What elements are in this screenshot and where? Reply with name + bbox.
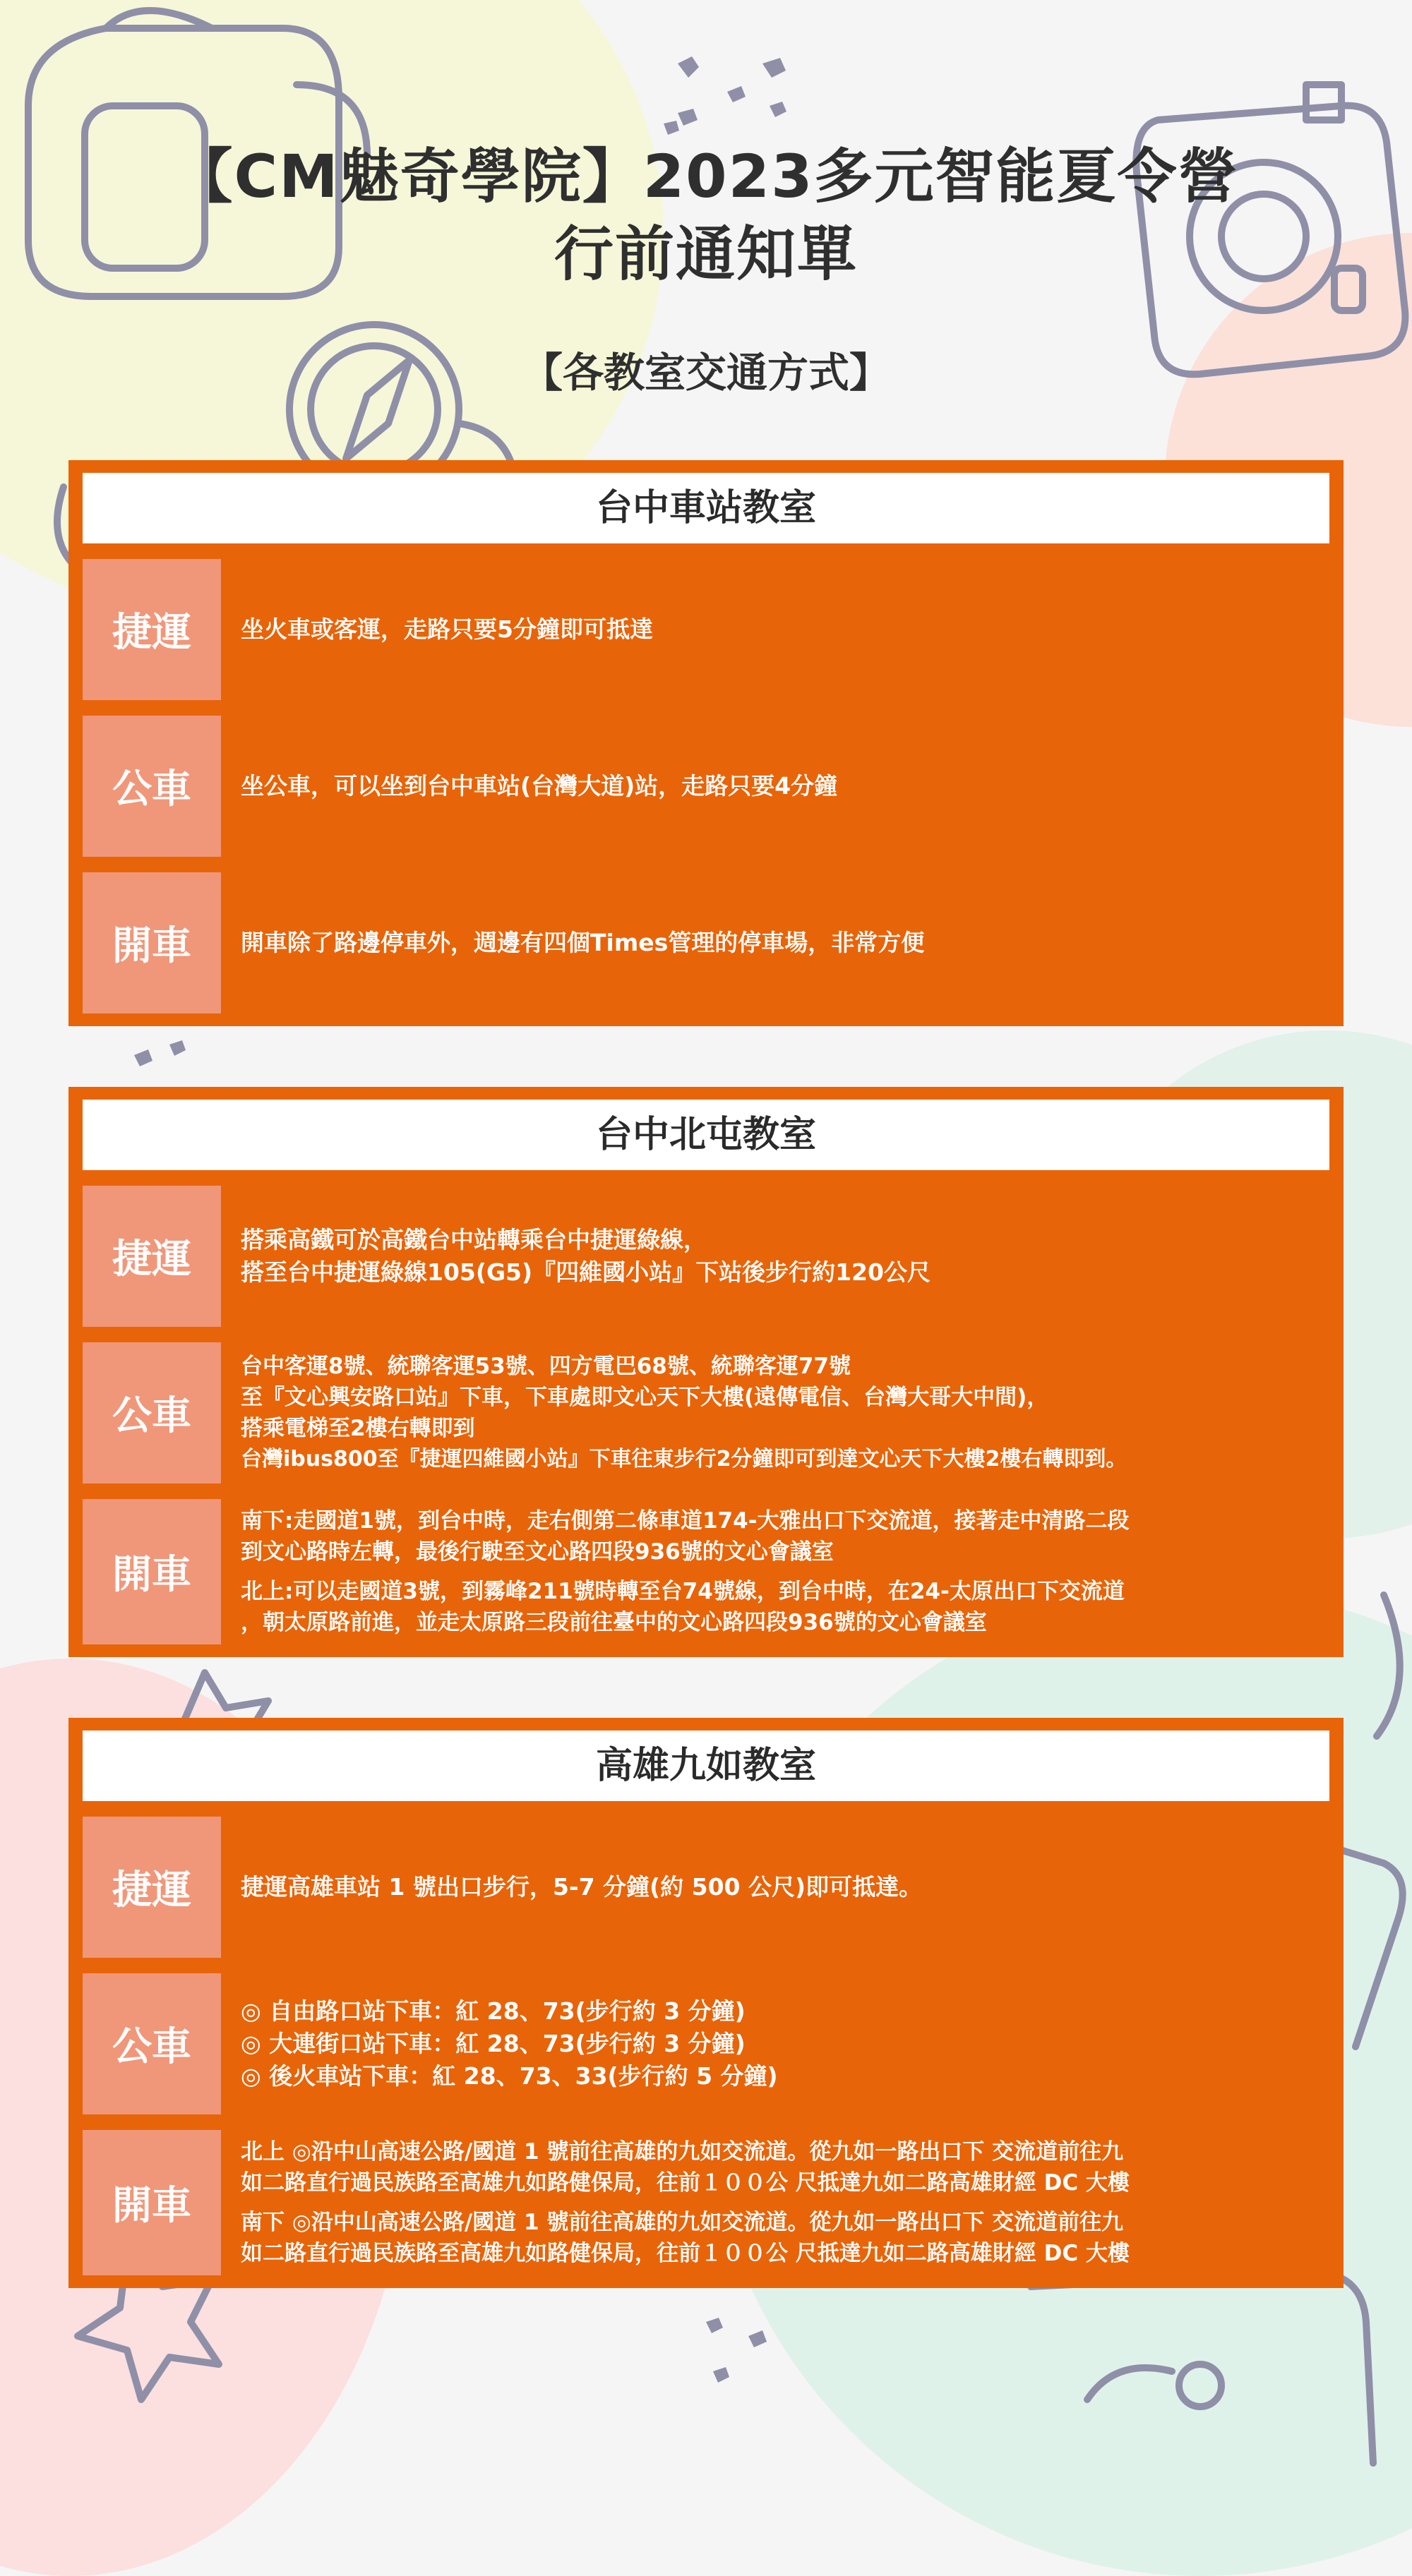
classroom-taichung-station <box>68 460 1344 1026</box>
transport-label: 公車 <box>83 1342 221 1483</box>
transport-info: 坐公車，可以坐到台中車站(台灣大道)站，走路只要4分鐘 <box>241 772 838 800</box>
transport-row-mrt <box>83 1817 1329 1958</box>
transport-label: 開車 <box>83 2130 221 2275</box>
transport-info: 搭乘高鐵可於高鐵台中站轉乘台中捷運綠線， 搭至台中捷運綠線105(G5)『四維國小站』下站後步行約120公尺 <box>241 1226 931 1286</box>
transport-info: ◎ 自由路口站下車：紅 28、73(步行約 3 分鐘) ◎ 大連街口站下車：紅 28、73(步行約 3 分鐘) ◎ 後火車站下車：紅 28、73、33(步行約 5 分鐘) <box>241 1997 778 2090</box>
transport-label: 捷運 <box>83 1817 221 1958</box>
classroom-title: 高雄九如教室 <box>83 1731 1329 1801</box>
transport-info: 北上 ◎沿中山高速公路/國道 1 號前往高雄的九如交流道。從九如一路出口下 交流道前往九 如二路直行過民族路至高雄九如路健保局，往前１００公 尺抵達九如二路高雄財經 DC 大樓 南下 ◎沿中山高速公路/國道 1 號前往高雄的九如交流道。從九如一路出口下 交流道前往九 如二路直行過民族路至高雄九如路健保局，往前１００公 尺抵達九如二路高雄財經 DC 大樓 <box>241 2139 1130 2266</box>
transport-info: 南下:走國道1號，到台中時，走右側第二條車道174-大雅出口下交流道，接著走中清路二段 到文心路時左轉，最後行駛至文心路四段936號的文心會議室 北上:可以走國道3號，到霧峰211號時轉至台74號線，到台中時，在24-太原出口下交流道 ，朝太原路前進，並走太原路三段前往臺中的文心路四段936號的文心會議室 <box>241 1508 1130 1635</box>
transport-info: 坐火車或客運，走路只要5分鐘即可抵達 <box>241 615 653 643</box>
classroom-title: 台中車站教室 <box>83 473 1329 543</box>
transport-label: 捷運 <box>83 1186 221 1327</box>
transport-row-car <box>83 872 1329 1013</box>
transport-label: 捷運 <box>83 559 221 700</box>
classroom-kaohsiung-jiuru <box>68 1718 1344 2288</box>
transport-label: 開車 <box>83 1499 221 1644</box>
transport-row-car <box>83 1499 1329 1644</box>
classroom-taichung-beitun <box>68 1087 1344 1657</box>
transport-info: 開車除了路邊停車外，週邊有四個Times管理的停車場，非常方便 <box>241 929 925 956</box>
page-title: 【CM魅奇學院】2023多元智能夏令營 <box>173 142 1239 211</box>
flip-flop-icon <box>1377 1595 1400 1736</box>
transport-row-bus <box>83 716 1329 857</box>
transport-label: 開車 <box>83 872 221 1013</box>
classroom-title: 台中北屯教室 <box>83 1100 1329 1170</box>
transport-row-bus <box>83 1973 1329 2114</box>
transport-label: 公車 <box>83 716 221 857</box>
transport-row-mrt <box>83 1186 1329 1327</box>
section-heading: 【各教室交通方式】 <box>521 349 890 397</box>
transport-info: 捷運高雄車站 1 號出口步行，5-7 分鐘(約 500 公尺)即可抵達。 <box>241 1873 923 1901</box>
transport-row-car <box>83 2130 1329 2275</box>
page-title-line2: 行前通知單 <box>554 219 858 289</box>
transport-label: 公車 <box>83 1973 221 2114</box>
transport-row-bus <box>83 1342 1329 1483</box>
transport-info: 台中客運8號、統聯客運53號、四方電巴68號、統聯客運77號 至『文心興安路口站』下車，下車處即文心天下大樓(遠傳電信、台灣大哥大中間)， 搭乘電梯至2樓右轉即到 台灣ibus800至『捷運四維國小站』下車往東步行2分鐘即可到達文心天下大樓2樓右轉即到。 <box>241 1354 1127 1471</box>
transport-row-mrt <box>83 559 1329 700</box>
